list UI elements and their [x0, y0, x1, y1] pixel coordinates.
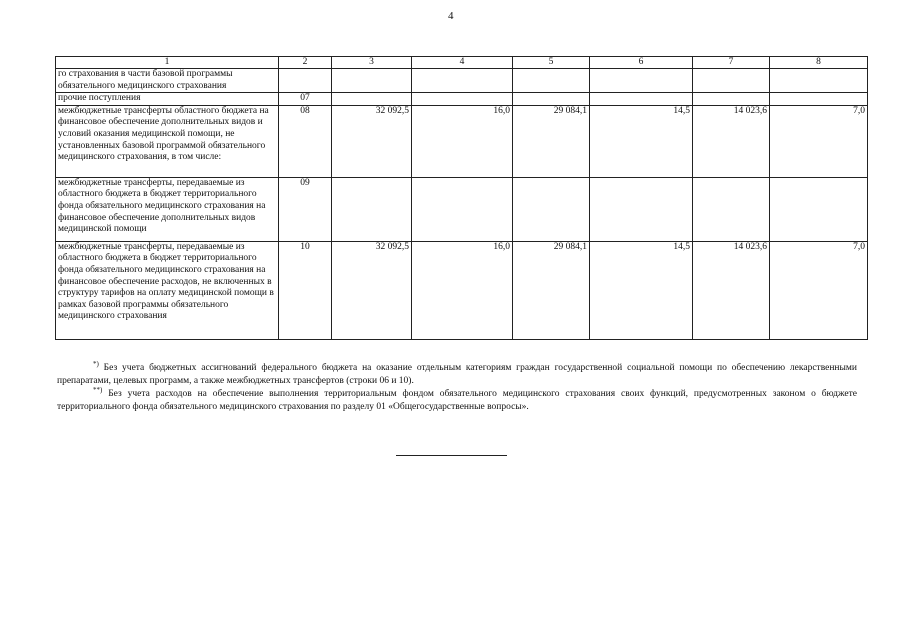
cell-value: [590, 69, 693, 93]
table-header-row: [56, 57, 868, 69]
column-header: 7: [693, 57, 770, 69]
cell-value: [693, 69, 770, 93]
cell-value: 7,0: [770, 105, 868, 177]
column-header: 8: [770, 57, 868, 69]
table-row: [56, 93, 868, 106]
cell-value: 7,0: [770, 241, 868, 339]
cell-value: [412, 69, 513, 93]
table-row: [56, 177, 868, 241]
page-number: 4: [448, 10, 454, 22]
row-name: межбюджетные трансферты областного бюджета на финансовое обеспечение дополнительных видов и условий оказания медицинской помощи, не установленных базовой программой обязательного медицинского страхования, в том числе:: [56, 105, 279, 177]
footnote-mark: *): [93, 359, 99, 368]
cell-value: 14,5: [590, 105, 693, 177]
cell-value: [412, 93, 513, 106]
cell-value: 14 023,6: [693, 241, 770, 339]
cell-value: [590, 93, 693, 106]
cell-value: [770, 69, 868, 93]
cell-value: 16,0: [412, 241, 513, 339]
cell-value: [693, 177, 770, 241]
cell-value: [513, 69, 590, 93]
cell-value: 32 092,5: [332, 105, 412, 177]
end-rule: [396, 455, 507, 456]
row-code: 09: [279, 177, 332, 241]
table-row: [56, 69, 868, 93]
row-code: 08: [279, 105, 332, 177]
footnote-text: Без учета бюджетных ассигнований федерального бюджета на оказание отдельным категориям граждан государственной социальной помощи по обеспечению лекарственными препаратами, целевых программ, а также межбюджетных трансфертов (строки 06 и 10).: [57, 363, 857, 386]
column-header: 4: [412, 57, 513, 69]
footnote-mark: **): [93, 385, 103, 394]
cell-value: 14 023,6: [693, 105, 770, 177]
row-name: го страхования в части базовой программы обязательного медицинского страхования: [56, 69, 279, 93]
cell-value: [332, 69, 412, 93]
table-row: [56, 241, 868, 339]
column-header: 2: [279, 57, 332, 69]
footnote: [57, 359, 857, 388]
row-code: 10: [279, 241, 332, 339]
footnote-text: Без учета расходов на обеспечение выполнения территориальным фондом обязательного медицинского страхования своих функций, предусмотренных законом о бюджете территориального фонда обязательного медицинского страхования по разделу 01 «Общегосударственные вопросы».: [57, 389, 857, 412]
footnote: [57, 385, 857, 414]
cell-value: [412, 177, 513, 241]
row-name: межбюджетные трансферты, передаваемые из областного бюджета в бюджет территориального фонда обязательного медицинского страхования на финансовое обеспечение расходов, не включенных в структуру тарифов на оплату медицинской помощи в рамках базовой программы обязательного медицинского страхования: [56, 241, 279, 339]
table-row: [56, 105, 868, 177]
cell-value: [513, 177, 590, 241]
row-code: 07: [279, 93, 332, 106]
cell-value: [770, 93, 868, 106]
cell-value: [332, 177, 412, 241]
cell-value: [770, 177, 868, 241]
cell-value: 29 084,1: [513, 105, 590, 177]
cell-value: 29 084,1: [513, 241, 590, 339]
cell-value: 16,0: [412, 105, 513, 177]
column-header: 1: [56, 57, 279, 69]
cell-value: [332, 93, 412, 106]
column-header: 6: [590, 57, 693, 69]
budget-table: [55, 56, 868, 340]
footnotes: [57, 359, 857, 414]
cell-value: [590, 177, 693, 241]
column-header: 5: [513, 57, 590, 69]
cell-value: 32 092,5: [332, 241, 412, 339]
cell-value: [693, 93, 770, 106]
cell-value: [513, 93, 590, 106]
column-header: 3: [332, 57, 412, 69]
row-name: межбюджетные трансферты, передаваемые из областного бюджета в бюджет территориального фонда обязательного медицинского страхования на финансовое обеспечение дополнительных видов медицинской помощи: [56, 177, 279, 241]
row-name: прочие поступления: [56, 93, 279, 106]
row-code: [279, 69, 332, 93]
cell-value: 14,5: [590, 241, 693, 339]
